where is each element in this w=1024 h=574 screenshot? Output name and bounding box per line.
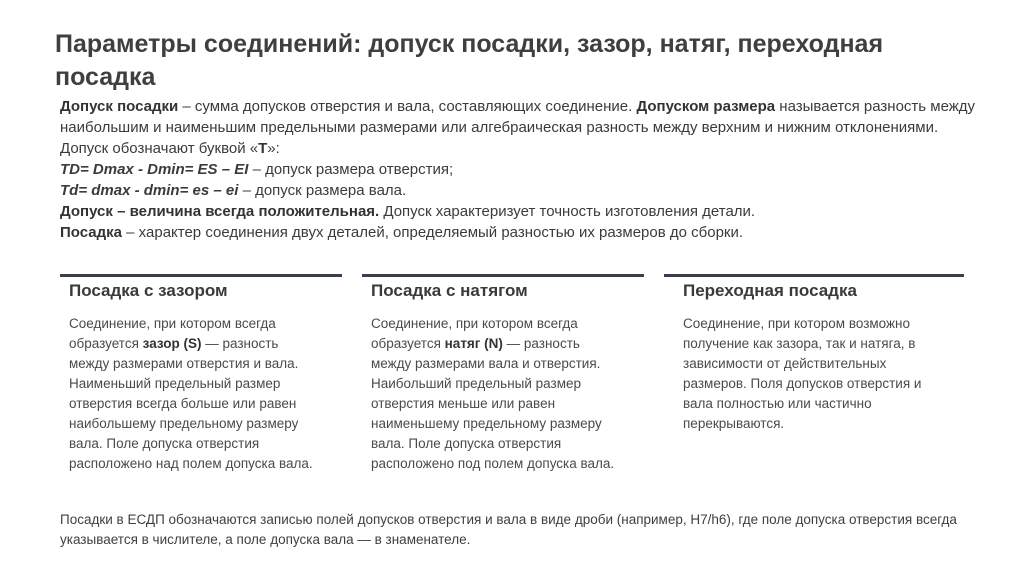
card-divider-3 (664, 274, 964, 277)
formula-shaft: Td= dmax - dmin= es – ei – допуск размера вала. (60, 182, 407, 199)
card-heading-clearance: Посадка с зазором (69, 281, 228, 300)
card-heading-interference: Посадка с натягом (371, 281, 528, 300)
intro-text (60, 96, 1000, 243)
card-divider-2 (362, 274, 644, 277)
card-text-transition: Соединение, при котором возможно получение как зазора, так и натяга, в зависимости от действительных размеров. Поля допусков отверстия и вала полностью или частично перекрываются. (683, 316, 922, 431)
term-size-tolerance: Допуском размера (636, 98, 776, 115)
intro-paragraph-symbol: Допуск обозначают буквой «Т»: (60, 140, 280, 157)
intro-paragraph-positive: Допуск – величина всегда положительная. Допуск характеризует точность изготовления детали. (60, 203, 756, 220)
card-text-clearance: Соединение, при котором всегда образуется зазор (S) — разность между размерами отверстия и вала. Наименьший предельный размер отверстия всегда больше или равен наибольшему предельному размеру вала. Поле допуска отверстия расположено над полем допуска вала. (69, 316, 313, 471)
term-fit-tolerance: Допуск посадки (60, 98, 179, 115)
card-divider-1 (60, 274, 342, 277)
formula-hole: TD= Dmax - Dmin= ES – EI – допуск размера отверстия; (60, 161, 454, 178)
intro-paragraph-fit: Посадка – характер соединения двух деталей, определяемый разностью их размеров до сборки. (60, 224, 744, 241)
footnote: Посадки в ЕСДП обозначаются записью полей допусков отверстия и вала в виде дроби (например, H7/h6), где поле допуска отверстия всегда указывается в числителе, а поле допуска вала — в знаменателе. (60, 512, 957, 547)
tolerance-letter: Т (258, 140, 268, 157)
card-text-interference: Соединение, при котором всегда образуется натяг (N) — разность между размерами вала и отверстия. Наибольший предельный размер отверстия меньше или равен наименьшему предельному размеру вала. Поле допуска отверстия расположено под полем допуска вала. (371, 316, 615, 471)
term-clearance: зазор (S) (142, 336, 202, 351)
intro-paragraph-tolerance: Допуск посадки – сумма допусков отверстия и вала, составляющих соединение. Допуском размера называется разность между наибольшим и наименьшим предельными размерами или алгебраическая разность между верхним и нижним отклонениями. (60, 98, 976, 136)
term-interference: натяг (N) (444, 336, 503, 351)
page-title: Параметры соединений: допуск посадки, зазор, натяг, переходная посадка (55, 30, 884, 91)
card-heading-transition: Переходная посадка (683, 281, 857, 300)
